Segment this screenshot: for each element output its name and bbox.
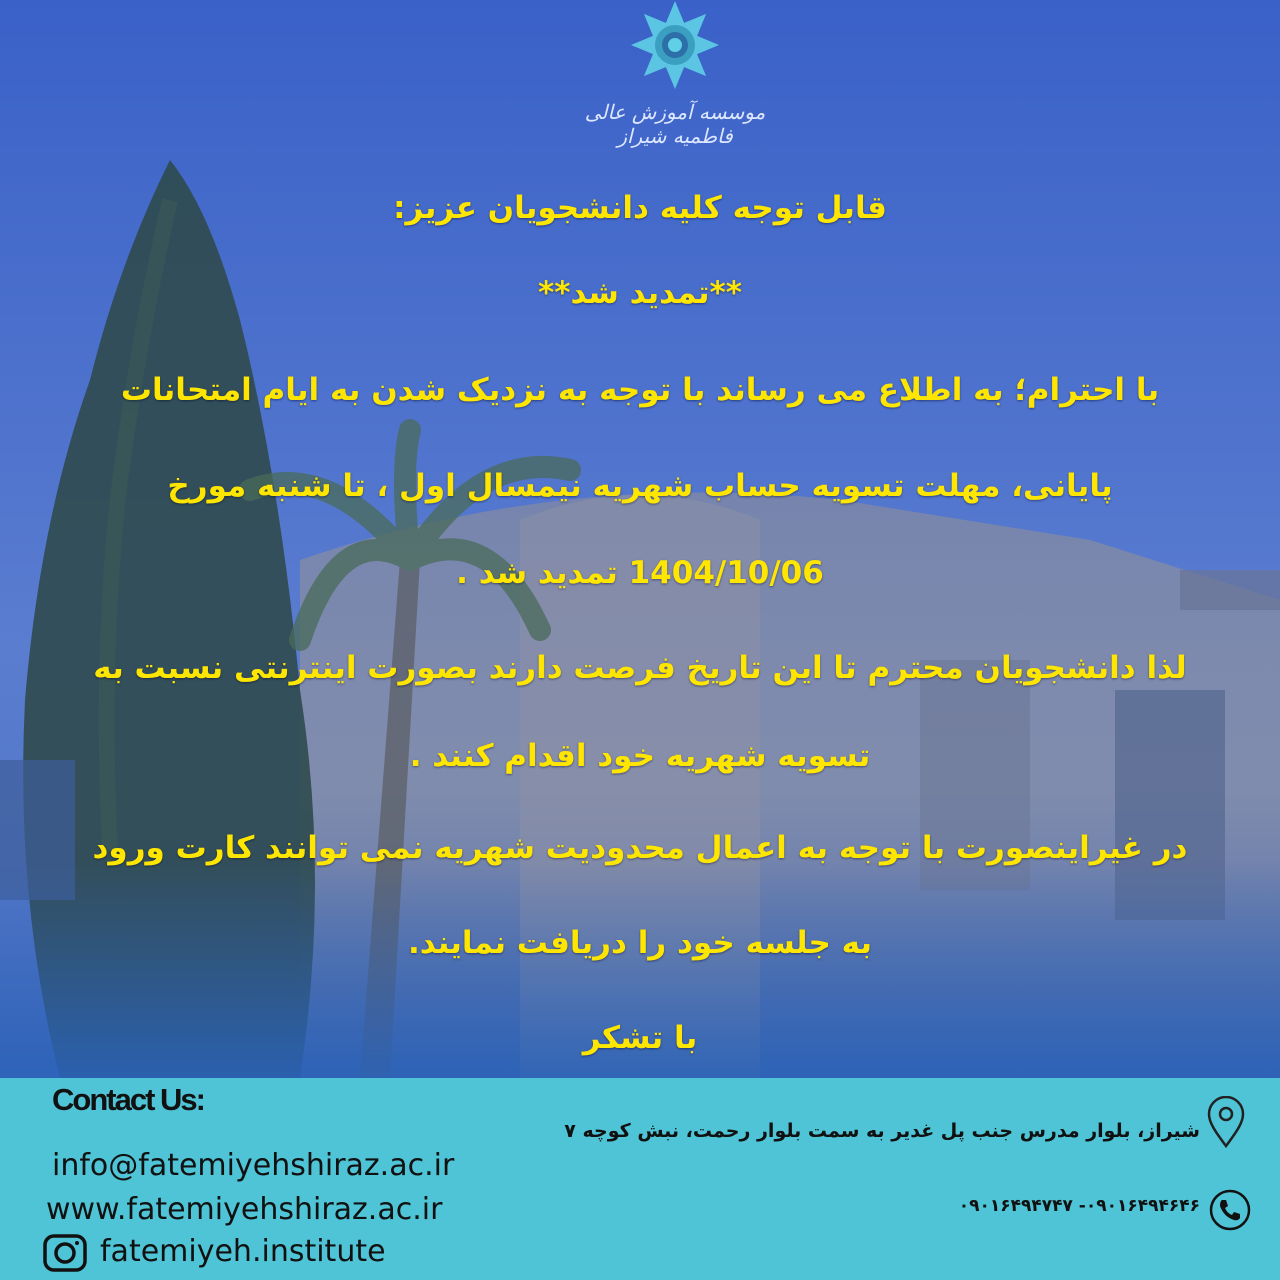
notice-line: تسویه شهریه خود اقدام کنند . <box>409 738 871 774</box>
contact-title: Contact Us: <box>52 1082 204 1117</box>
notice-line: با احترام؛ به اطلاع می رساند با توجه به نزدیک شدن به ایام امتحانات <box>120 372 1160 408</box>
notice-line: لذا دانشجویان محترم تا این تاریخ فرصت دارند بصورت اینترنتی نسبت به <box>93 650 1187 686</box>
notice-heading: قابل توجه کلیه دانشجویان عزیز: <box>393 190 887 226</box>
phone-icon <box>1208 1188 1252 1232</box>
institute-script-name: موسسه آموزش عالی فاطمیه شیراز <box>584 100 766 148</box>
contact-email: info@fatemiyehshiraz.ac.ir <box>52 1148 455 1183</box>
notice-line: در غیراینصورت با توجه به اعمال محدودیت شهریه نمی توانند کارت ورود <box>92 830 1188 866</box>
notice-closing: با تشکر <box>582 1020 698 1056</box>
contact-website: www.fatemiyehshiraz.ac.ir <box>46 1192 443 1227</box>
notice-extended-tag: **تمدید شد** <box>538 275 742 311</box>
contact-phones: ۰۹۰۱۶۴۹۴۶۴۶- ۰۹۰۱۶۴۹۴۷۴۷ <box>958 1196 1200 1216</box>
notice-line: پایانی، مهلت تسویه حساب شهریه نیمسال اول ، تا شنبه مورخ <box>167 468 1113 504</box>
notice-line: 1404/10/06 تمدید شد . <box>456 555 824 591</box>
contact-address: شیراز، بلوار مدرس جنب پل غدیر به سمت بلوار رحمت، نبش کوچه ۷ <box>564 1120 1200 1142</box>
notice-line: به جلسه خود را دریافت نمایند. <box>407 925 873 961</box>
location-pin-icon <box>1204 1096 1248 1150</box>
contact-instagram: fatemiyeh.institute <box>100 1234 386 1269</box>
instagram-icon <box>42 1234 88 1272</box>
